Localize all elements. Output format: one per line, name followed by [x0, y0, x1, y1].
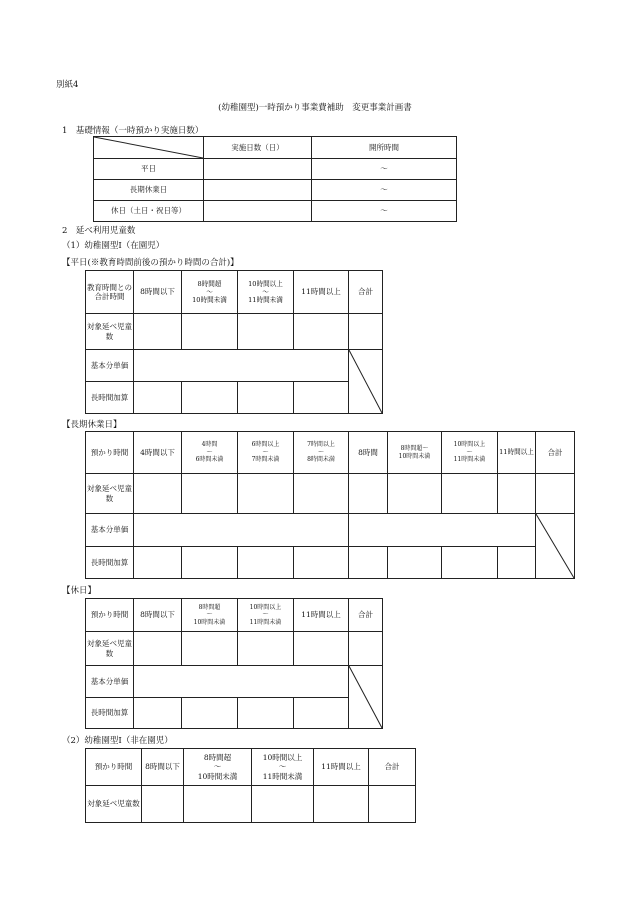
long-long-hours-cell[interactable]: [349, 547, 388, 579]
long-children-cell[interactable]: [442, 474, 498, 514]
long-long-hours-cell[interactable]: [294, 547, 349, 579]
basic-info-table: [93, 136, 457, 222]
weekday-table: [85, 270, 383, 414]
long-children-cell[interactable]: [349, 474, 388, 514]
nonenrolled-header-8h-or-less: 8時間以下: [142, 749, 184, 786]
long-holiday-title: 【長期休業日】: [62, 420, 122, 430]
nonenrolled-header-10-11h: 10時間以上 ～ 11時間未満: [252, 749, 314, 786]
long-row-children: 対象延べ児童数: [86, 474, 134, 514]
holiday-diagonal-cell: [349, 666, 383, 729]
weekday-diagonal-cell: [349, 350, 383, 414]
holiday-children-cell[interactable]: [294, 632, 349, 666]
nonenrolled-header-total: 合計: [369, 749, 416, 786]
nonenrolled-header-8-10h: 8時間超 ～ 10時間未満: [184, 749, 252, 786]
weekday-long-hours-cell[interactable]: [182, 382, 238, 414]
long-children-cell[interactable]: [238, 474, 294, 514]
weekday-header-11h-plus: 11時間以上: [294, 271, 349, 314]
holiday-header-total: 合計: [349, 599, 383, 632]
holiday-table: [85, 598, 383, 729]
long-header-10-11h: 10時間以上 ～ 11時間未満: [442, 432, 498, 474]
holiday-header-8-10h: 8時間超 ～ 10時間未満: [182, 599, 238, 632]
section2-heading: 2 延べ利用児童数: [62, 226, 136, 236]
weekday-header-8h-or-less: 8時間以下: [134, 271, 182, 314]
hours-column-header: 開所時間: [312, 137, 457, 159]
holiday-long-hours-cell[interactable]: [134, 698, 182, 729]
long-long-hours-cell[interactable]: [498, 547, 536, 579]
long-long-hours-cell[interactable]: [388, 547, 442, 579]
long-header-7-8h: 7時間以上 ～ 8時間未満: [294, 432, 349, 474]
weekday-row-unit-price: 基本分単価: [86, 350, 134, 382]
weekday-hours-input[interactable]: ～: [312, 159, 457, 180]
holiday-header-10-11h: 10時間以上 ～ 11時間未満: [238, 599, 294, 632]
long-long-hours-cell[interactable]: [238, 547, 294, 579]
weekday-long-hours-cell[interactable]: [294, 382, 349, 414]
weekday-children-cell[interactable]: [134, 314, 182, 350]
nonenrolled-children-cell[interactable]: [252, 786, 314, 823]
section1-heading: 1 基礎情報（一時預かり実施日数）: [62, 126, 204, 136]
long-row-long-hours: 長時間加算: [86, 547, 134, 579]
long-header-4h-or-less: 4時間以下: [134, 432, 182, 474]
weekday-header-hours: 教育時間との合計時間: [86, 271, 134, 314]
row-label-holiday: 休日（土日・祝日等）: [94, 201, 204, 222]
nonenrolled-table: [85, 748, 416, 823]
subsection2-heading: （2）幼稚園型Ⅰ（非在園児）: [62, 736, 173, 746]
long-holiday-table: [85, 431, 575, 579]
weekday-days-input[interactable]: [204, 159, 312, 180]
long-long-hours-cell[interactable]: [182, 547, 238, 579]
weekday-row-long-hours: 長時間加算: [86, 382, 134, 414]
long-children-cell[interactable]: [134, 474, 182, 514]
weekday-header-total: 合計: [349, 271, 383, 314]
nonenrolled-children-cell[interactable]: [142, 786, 184, 823]
weekday-children-cell[interactable]: [182, 314, 238, 350]
holiday-long-hours-cell[interactable]: [238, 698, 294, 729]
long-header-total: 合計: [536, 432, 575, 474]
row-label-long-holiday: 長期休業日: [94, 180, 204, 201]
holiday-long-hours-cell[interactable]: [182, 698, 238, 729]
diagonal-corner-cell: [94, 137, 204, 159]
holiday-hours-input[interactable]: ～: [312, 201, 457, 222]
holiday-header-11h-plus: 11時間以上: [294, 599, 349, 632]
long-header-hours: 預かり時間: [86, 432, 134, 474]
long-holiday-days-input[interactable]: [204, 180, 312, 201]
holiday-long-hours-cell[interactable]: [294, 698, 349, 729]
weekday-children-total[interactable]: [349, 314, 383, 350]
long-diagonal-cell: [536, 514, 575, 579]
holiday-header-8h-or-less: 8時間以下: [134, 599, 182, 632]
nonenrolled-children-cell[interactable]: [184, 786, 252, 823]
nonenrolled-header-hours: 預かり時間: [86, 749, 142, 786]
nonenrolled-row-children: 対象延べ児童数: [86, 786, 142, 823]
long-unit-price-cell-b[interactable]: [349, 514, 536, 547]
long-children-cell[interactable]: [294, 474, 349, 514]
long-header-8h: 8時間: [349, 432, 388, 474]
days-column-header: 実施日数（日）: [204, 137, 312, 159]
weekday-header-10-11h: 10時間以上 ～ 11時間未満: [238, 271, 294, 314]
subsection1-heading: （1）幼稚園型Ⅰ（在園児）: [62, 241, 165, 251]
weekday-unit-price-cell[interactable]: [134, 350, 349, 382]
weekday-row-children: 対象延べ児童数: [86, 314, 134, 350]
weekday-children-cell[interactable]: [294, 314, 349, 350]
holiday-children-cell[interactable]: [134, 632, 182, 666]
nonenrolled-header-11h-plus: 11時間以上: [314, 749, 369, 786]
holiday-title: 【休日】: [62, 586, 97, 596]
weekday-header-8-10h: 8時間超 ～ 10時間未満: [182, 271, 238, 314]
holiday-children-total[interactable]: [349, 632, 383, 666]
long-children-total[interactable]: [536, 474, 575, 514]
long-children-cell[interactable]: [182, 474, 238, 514]
holiday-row-unit-price: 基本分単価: [86, 666, 134, 698]
long-header-11h-plus: 11時間以上: [498, 432, 536, 474]
long-long-hours-cell[interactable]: [134, 547, 182, 579]
row-label-weekday: 平日: [94, 159, 204, 180]
document-title: (幼稚園型)一時預かり事業費補助 変更事業計画書: [218, 103, 412, 113]
nonenrolled-children-cell[interactable]: [314, 786, 369, 823]
attachment-label: 別紙4: [56, 80, 79, 90]
weekday-children-cell[interactable]: [238, 314, 294, 350]
holiday-days-input[interactable]: [204, 201, 312, 222]
holiday-unit-price-cell[interactable]: [134, 666, 349, 698]
long-unit-price-cell-a[interactable]: [134, 514, 349, 547]
long-children-cell[interactable]: [388, 474, 442, 514]
holiday-row-children: 対象延べ児童数: [86, 632, 134, 666]
weekday-long-hours-cell[interactable]: [238, 382, 294, 414]
long-children-cell[interactable]: [498, 474, 536, 514]
holiday-children-cell[interactable]: [238, 632, 294, 666]
long-long-hours-cell[interactable]: [442, 547, 498, 579]
long-header-6-7h: 6時間以上 ～ 7時間未満: [238, 432, 294, 474]
nonenrolled-children-total[interactable]: [369, 786, 416, 823]
holiday-header-hours: 預かり時間: [86, 599, 134, 632]
weekday-title: 【平日(※教育時間前後の預かり時間の合計)】: [62, 258, 239, 268]
long-header-8-10h: 8時間超～ 10時間未満: [388, 432, 442, 474]
weekday-long-hours-cell[interactable]: [134, 382, 182, 414]
holiday-children-cell[interactable]: [182, 632, 238, 666]
holiday-row-long-hours: 長時間加算: [86, 698, 134, 729]
long-holiday-hours-input[interactable]: ～: [312, 180, 457, 201]
long-row-unit-price: 基本分単価: [86, 514, 134, 547]
long-header-4-6h: 4時間 ～ 6時間未満: [182, 432, 238, 474]
